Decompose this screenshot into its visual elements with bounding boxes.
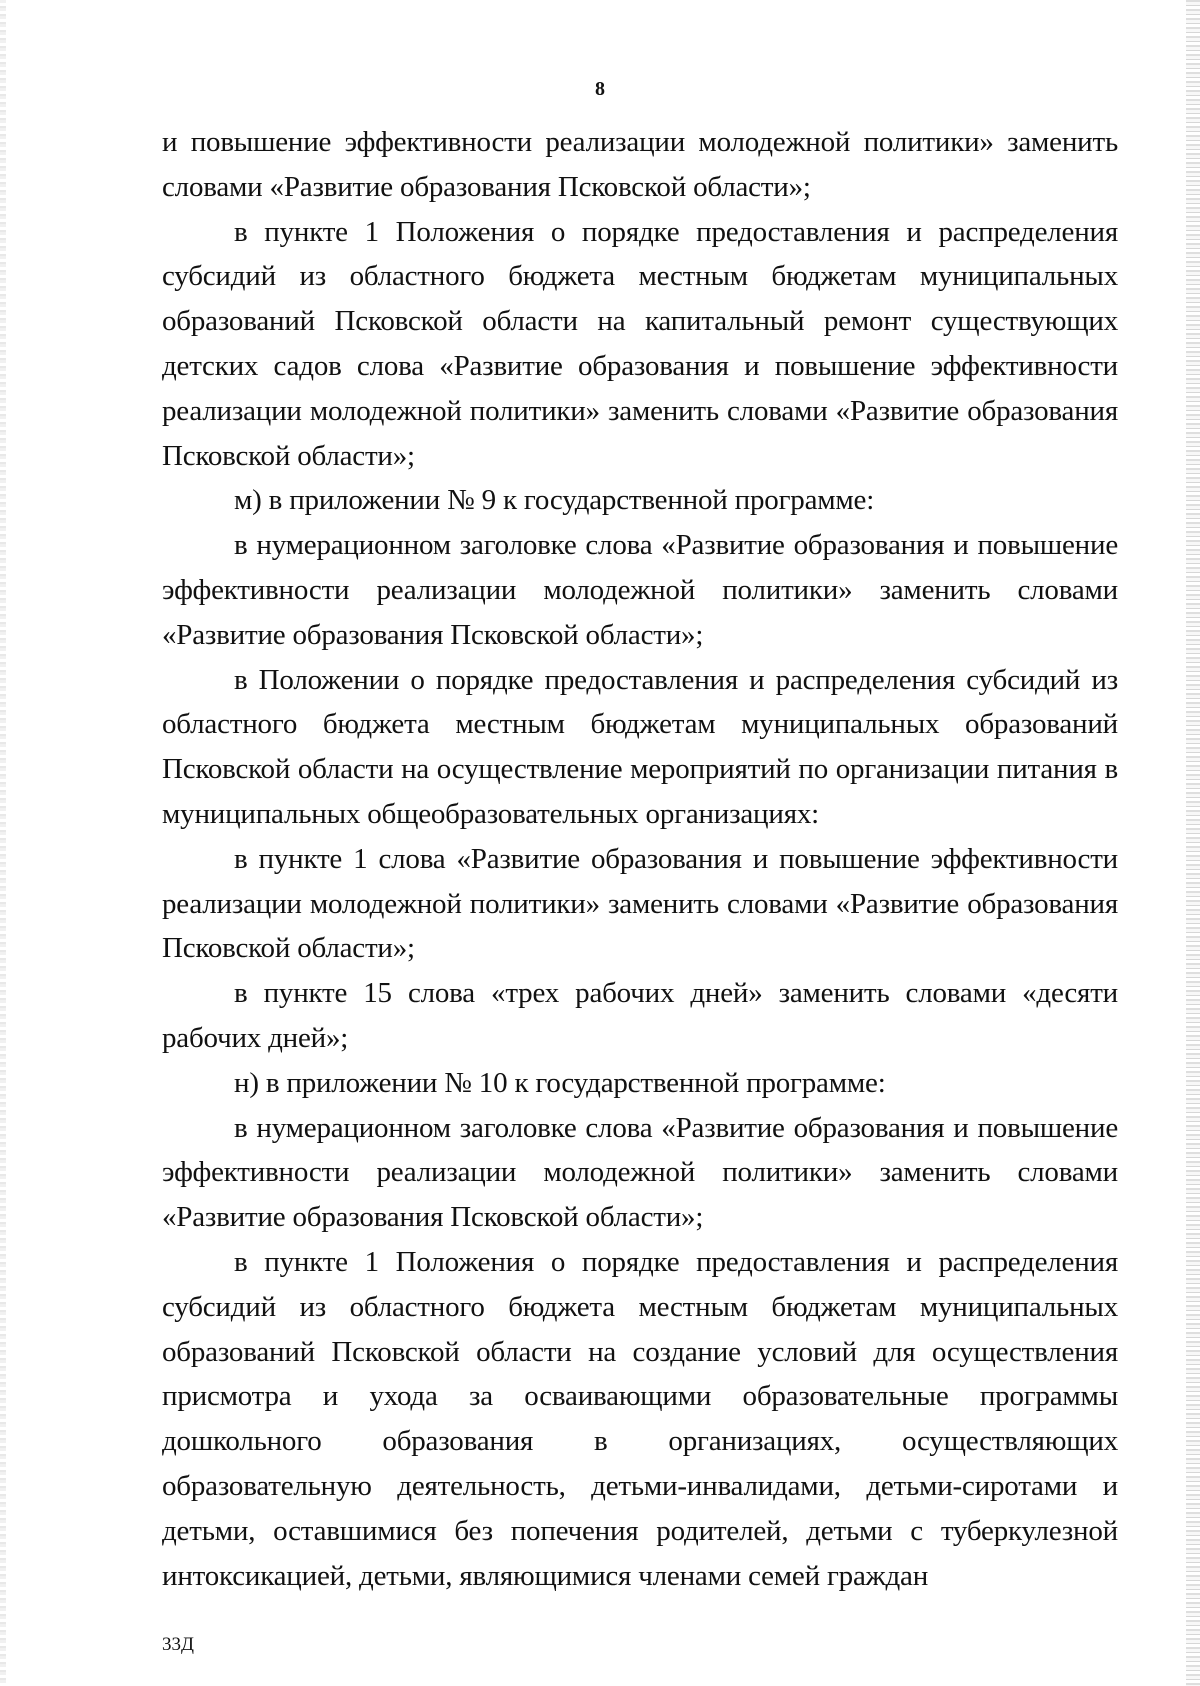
page-number: 8 bbox=[595, 78, 605, 100]
scan-edge-left bbox=[0, 0, 6, 1686]
footer-code: 33Д bbox=[162, 1634, 194, 1655]
scan-edge-right bbox=[1186, 0, 1200, 1686]
paragraph-10: в пункте 1 Положения о порядке предоставления и распределения субсидий из областного бюджета местным бюджетам муниципальных образований Псковской области на создание условий для осуществления присмотра и ухода за осваивающими образовательные программы дошкольного образования в организациях, осуществляющих образовательную деятельность, детьми-инвалидами, детьми-сиротами и детьми, оставшимися без попечения родителей, детьми с туберкулезной интоксикацией, детьми, являющимися членами семей граждан bbox=[162, 1245, 1118, 1592]
paragraph-2: в пункте 1 Положения о порядке предоставления и распределения субсидий из областного бюджета местным бюджетам муниципальных образований Псковской области на капитальный ремонт существующих детских садов слова «Развитие образования и повышение эффективности реализации молодежной политики» заменить словами «Развитие образования Псковской области»; bbox=[162, 215, 1118, 472]
paragraph-1: и повышение эффективности реализации молодежной политики» заменить словами «Развитие образования Псковской области»; bbox=[162, 126, 1118, 203]
paragraph-8-item-n: н) в приложении № 10 к государственной программе: bbox=[234, 1066, 886, 1099]
paragraph-6: в пункте 1 слова «Развитие образования и повышение эффективности реализации молодежной политики» заменить словами «Развитие образования Псковской области»; bbox=[162, 842, 1118, 965]
paragraph-3-item-m: м) в приложении № 9 к государственной программе: bbox=[234, 484, 875, 517]
paragraph-9: в нумерационном заголовке слова «Развитие образования и повышение эффективности реализации молодежной политики» заменить словами «Развитие образования Псковской области»; bbox=[162, 1111, 1118, 1234]
paragraph-7: в пункте 15 слова «трех рабочих дней» заменить словами «десяти рабочих дней»; bbox=[162, 977, 1118, 1054]
paragraph-5: в Положении о порядке предоставления и распределения субсидий из областного бюджета местным бюджетам муниципальных образований Псковской области на осуществление мероприятий по организации питания в муниципальных общеобразовательных организациях: bbox=[162, 663, 1118, 830]
document-body bbox=[162, 120, 1118, 1598]
paragraph-4: в нумерационном заголовке слова «Развитие образования и повышение эффективности реализации молодежной политики» заменить словами «Развитие образования Псковской области»; bbox=[162, 529, 1118, 651]
